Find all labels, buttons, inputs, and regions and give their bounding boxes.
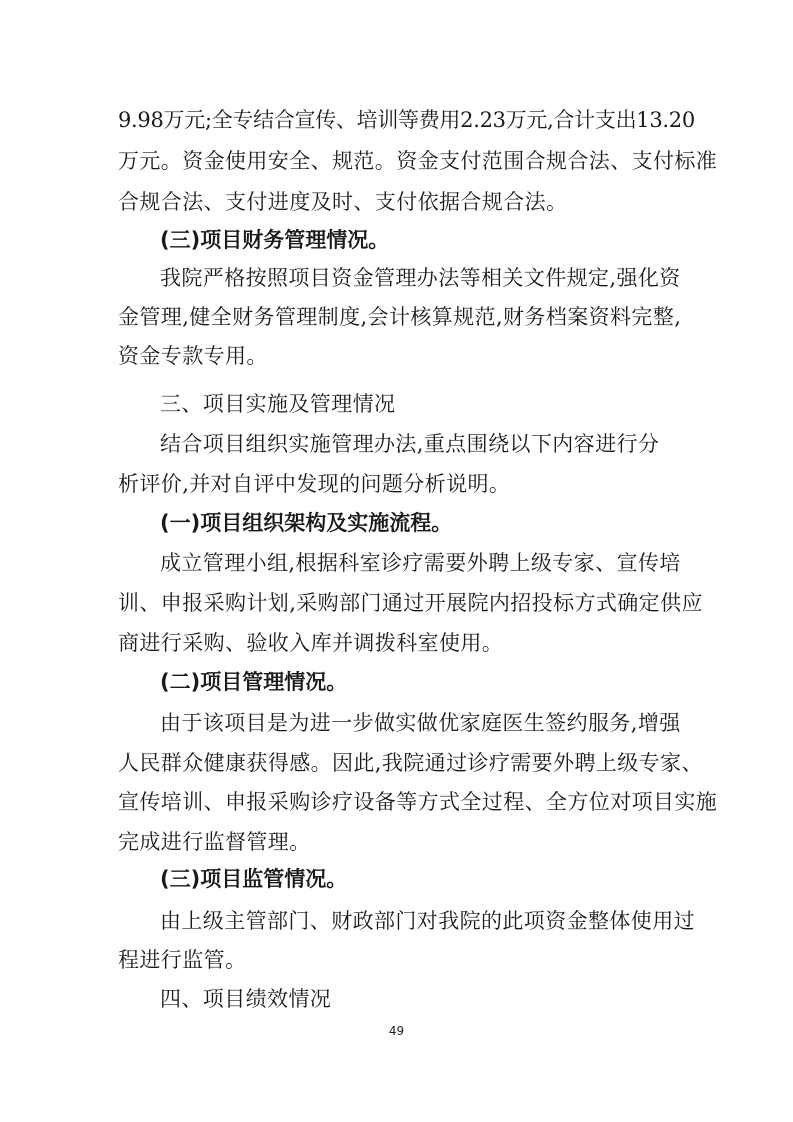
section-heading: (一)项目组织架构及实施流程。 bbox=[160, 511, 453, 535]
paragraph-line: 成立管理小组,根据科室诊疗需要外聘上级专家、宣传培 bbox=[160, 551, 681, 575]
paragraph-line: 合规合法、支付进度及时、支付依据合规合法。 bbox=[118, 190, 568, 214]
paragraph-line: 资金专款专用。 bbox=[118, 344, 268, 368]
paragraph-line: 我院严格按照项目资金管理办法等相关文件规定,强化资 bbox=[160, 266, 681, 290]
section-heading: (三)项目监管情况。 bbox=[160, 867, 348, 891]
paragraph-line: 宣传培训、申报采购诊疗设备等方式全过程、全方位对项目实施 bbox=[118, 790, 718, 814]
paragraph-line: 程进行监管。 bbox=[118, 948, 247, 972]
paragraph-line: 析评价,并对自评中发现的问题分析说明。 bbox=[118, 472, 511, 496]
paragraph-line: 由上级主管部门、财政部门对我院的此项资金整体使用过 bbox=[160, 909, 695, 933]
paragraph-line: 结合项目组织实施管理办法,重点围绕以下内容进行分 bbox=[160, 432, 660, 456]
section-title: 三、项目实施及管理情况 bbox=[160, 392, 396, 416]
paragraph-line: 由于该项目是为进一步做实做优家庭医生签约服务,增强 bbox=[160, 711, 681, 735]
section-title: 四、项目绩效情况 bbox=[160, 987, 332, 1011]
paragraph-line: 金管理,健全财务管理制度,会计核算规范,财务档案资料完整, bbox=[118, 305, 682, 329]
paragraph-line: 训、申报采购计划,采购部门通过开展院内招投标方式确定供应 bbox=[118, 591, 703, 615]
section-heading: (二)项目管理情况。 bbox=[160, 670, 348, 694]
page-number: 49 bbox=[388, 1024, 405, 1038]
paragraph-line: 商进行采购、验收入库并调拨科室使用。 bbox=[118, 631, 504, 655]
paragraph-line: 9.98万元;全专结合宣传、培训等费用2.23万元,合计支出13.20 bbox=[118, 108, 695, 132]
section-heading: (三)项目财务管理情况。 bbox=[160, 228, 390, 252]
paragraph-line: 万元。资金使用安全、规范。资金支付范围合规合法、支付标准 bbox=[118, 149, 718, 173]
paragraph-line: 人民群众健康获得感。因此,我院通过诊疗需要外聘上级专家、 bbox=[118, 751, 703, 775]
paragraph-line: 完成进行监督管理。 bbox=[118, 830, 311, 854]
